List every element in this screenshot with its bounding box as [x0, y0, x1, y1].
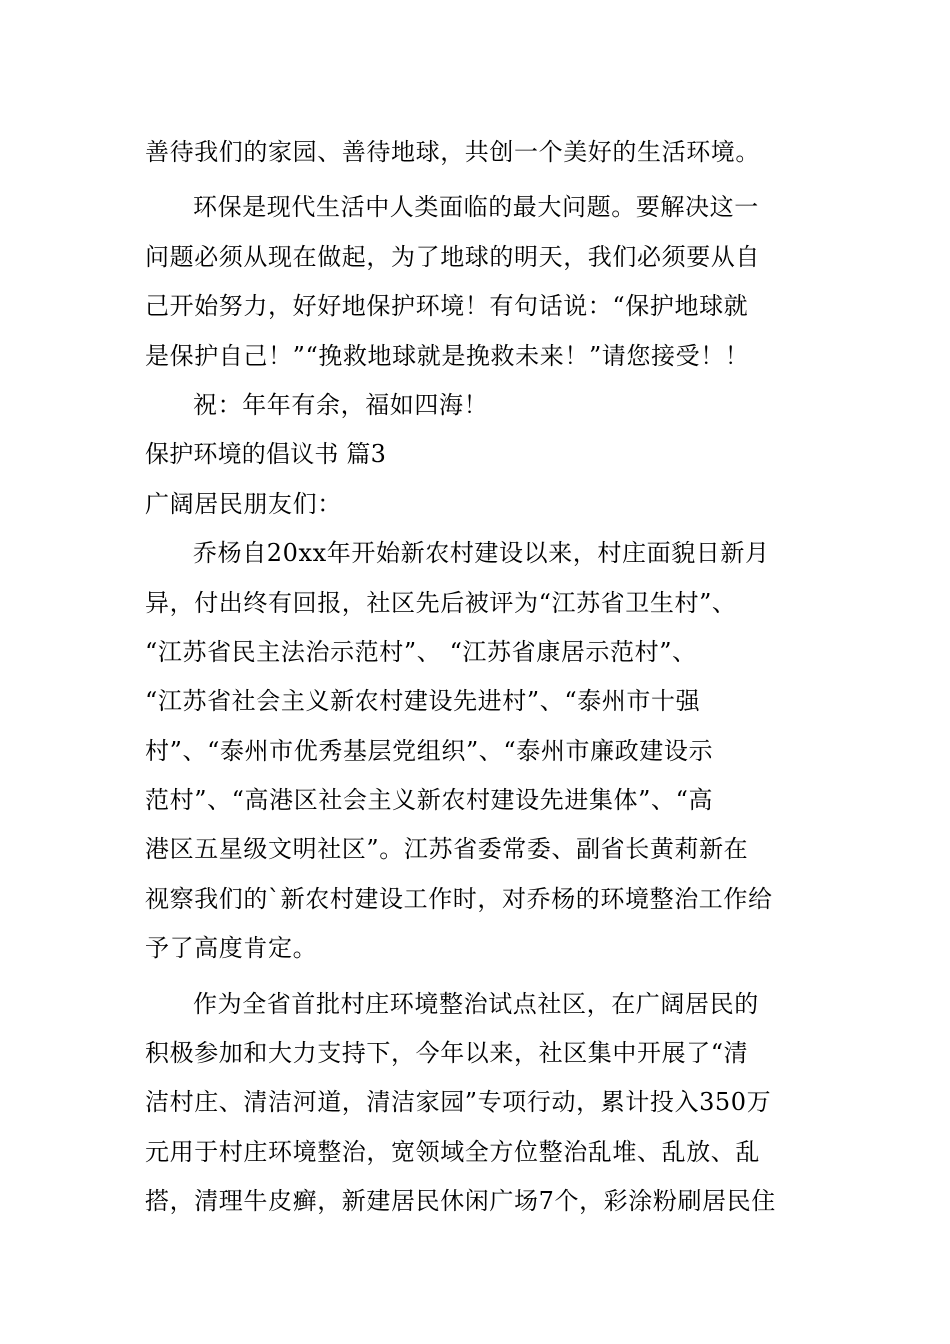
paragraph-line: 予了高度肯定。	[145, 934, 318, 963]
paragraph-line: 元用于村庄环境整治，宽领域全方位整治乱堆、乱放、乱	[145, 1137, 760, 1166]
paragraph-line: 问题必须从现在做起，为了地球的明天，我们必须要从自	[145, 242, 760, 271]
paragraph-line: “江苏省民主法治示范村”、 “江苏省康居示范村”、	[145, 637, 697, 666]
paragraph-line: 洁村庄、清洁河道，清洁家园”专项行动，累计投入350万	[145, 1088, 772, 1117]
closing-line: 祝：年年有余，福如四海！	[193, 390, 489, 419]
paragraph-line: 是保护自己！”“挽救地球就是挽救未来！”请您接受！！	[145, 341, 750, 370]
section-heading: 保护环境的倡议书 篇3	[145, 440, 387, 469]
document-body	[145, 128, 807, 1227]
paragraph-line: 作为全省首批村庄环境整治试点社区，在广阔居民的	[193, 989, 759, 1018]
paragraph-line: 异，付出终有回报，社区先后被评为“江苏省卫生村”、	[145, 588, 737, 617]
paragraph-line: 搭，清理牛皮癣，新建居民休闲广场7个，彩涂粉刷居民住	[145, 1187, 776, 1216]
salutation-line: 广阔居民朋友们：	[145, 489, 342, 518]
paragraph-line: 视察我们的`新农村建设工作时，对乔杨的环境整治工作给	[145, 884, 773, 913]
paragraph-line: 善待我们的家园、善待地球，共创一个美好的生活环境。	[145, 138, 760, 166]
paragraph-line: 环保是现代生活中人类面临的最大问题。要解决这一	[193, 193, 759, 222]
paragraph-line: 乔杨自20xx年开始新农村建设以来，村庄面貌日新月	[193, 539, 770, 568]
paragraph-line: 范村”、“高港区社会主义新农村建设先进集体”、“高	[145, 786, 714, 815]
paragraph-line: 港区五星级文明社区”。江苏省委常委、副省长黄莉新在	[145, 835, 749, 864]
paragraph-line: 村”、“泰州市优秀基层党组织”、“泰州市廉政建设示	[145, 736, 714, 765]
paragraph-line: 积极参加和大力支持下，今年以来，社区集中开展了“清	[145, 1039, 749, 1068]
paragraph-line: “江苏省社会主义新农村建设先进村”、“泰州市十强	[145, 687, 701, 716]
paragraph-line: 己开始努力，好好地保护环境！有句话说：“保护地球就	[145, 292, 749, 321]
